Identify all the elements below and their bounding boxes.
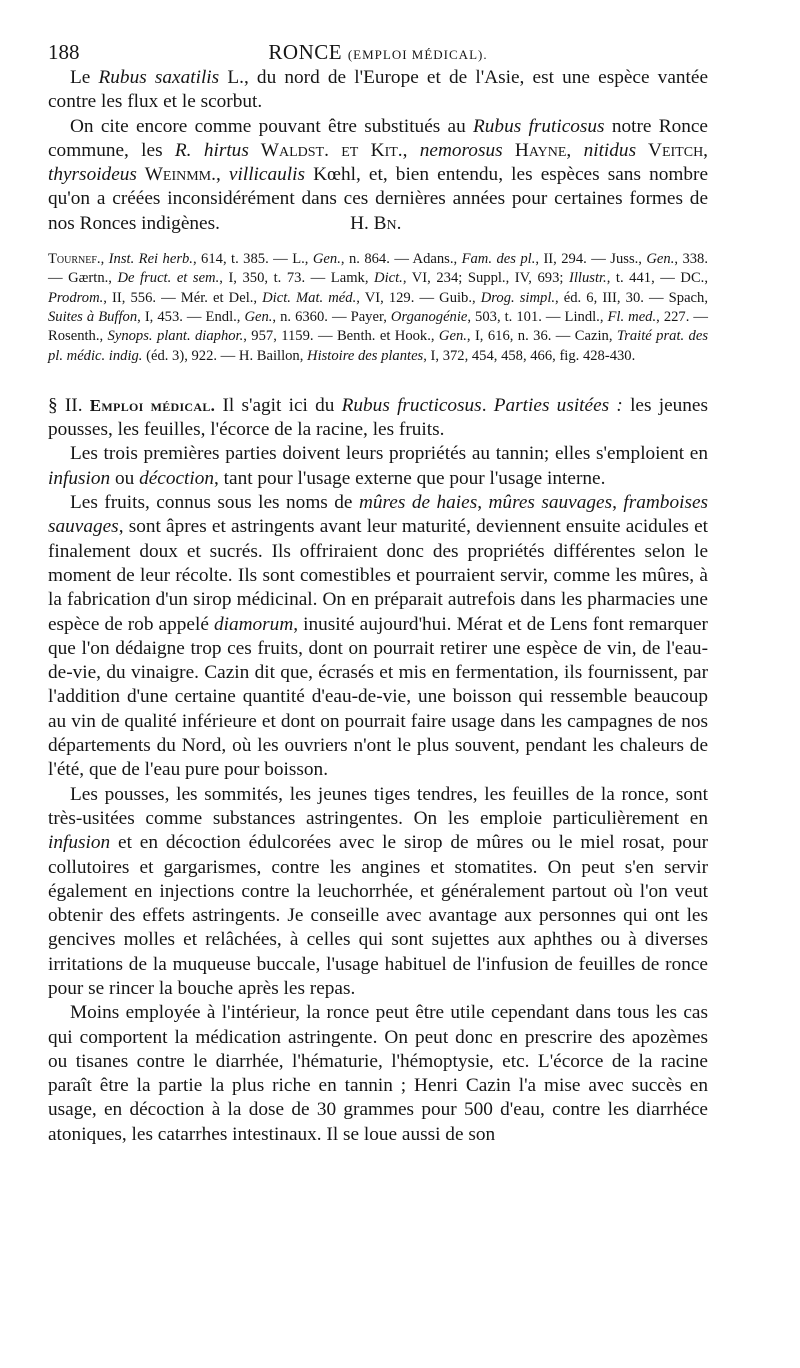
emphasis: mûres de haies bbox=[358, 492, 478, 514]
biblio-title: Dict. Mat. méd. bbox=[262, 289, 357, 306]
biblio-title: Dict. bbox=[374, 270, 403, 287]
biblio-title: De fruct. et sem. bbox=[117, 270, 220, 287]
text-run: Le bbox=[70, 67, 99, 88]
paragraph-fruits bbox=[48, 491, 708, 783]
biblio-title: Drog. simpl. bbox=[480, 289, 556, 306]
text-run: , inusité aujourd'hui. Mérat et de Lens font remarquer que l'on dédaigne trop ces fruits, dont on pourrait retirer une espèce de vin, de l'eau-de-vie, du vinaigre. Cazin dit que, écrasés et mis en fermentation, ils fournissent, par l'addition d'une certaine quantité d'eau-de-vie, une boisson qui ressemble beaucoup au vin de qualité inférieure et dont on pourrait faire usage dans les campagnes de nos départements du Nord, où les ouvriers n'ont le plus souvent, pendant les chaleurs de l'été, que de l'eau pure pour boisson. bbox=[48, 613, 708, 781]
running-title-main: RONCE bbox=[268, 40, 343, 64]
biblio-ref: , t. 441, — DC., bbox=[606, 270, 708, 287]
biblio-ref: , VI, 129. — Guib., bbox=[356, 289, 481, 306]
text-run: Kœhl, et, bien entendu, les espèces sans nombre qu'on a créées inconsidérément dans ces dernières années pour certaines formes de nos Ronces indigènes. bbox=[48, 164, 708, 234]
biblio-title: Organogénie bbox=[390, 308, 468, 325]
text-run: Les pousses, les sommités, les jeunes tiges tendres, les feuilles de la ronce, sont très-usitées comme substances astringentes. On les emploie particulièrement en bbox=[48, 783, 708, 829]
biblio-ref: , 503, t. 101. — Lindl., bbox=[467, 308, 608, 325]
page-number: 188 bbox=[48, 40, 80, 64]
author-name: Weinmm., bbox=[136, 164, 229, 186]
biblio-ref: , 227. — Rosenth., bbox=[48, 308, 708, 345]
paragraph-rubus-saxatilis bbox=[48, 66, 708, 115]
biblio-title: Synops. plant. diaphor. bbox=[107, 328, 244, 345]
biblio-ref: , n. 6360. — Payer, bbox=[272, 308, 391, 325]
taxon-name: Rubus fruticosus bbox=[473, 115, 605, 137]
signature-spacer bbox=[220, 213, 350, 234]
emphasis: diamorum bbox=[213, 613, 294, 635]
text-run: L., du nord de l'Europe et de l'Asie, est une espèce vantée contre les flux et le scorbut. bbox=[48, 67, 708, 113]
bibliography bbox=[48, 250, 708, 366]
emphasis: Parties usitées : bbox=[493, 394, 623, 416]
section-mark: § II. bbox=[48, 394, 83, 416]
text-run: Moins employée à l'intérieur, la ronce peut être utile cependant dans tous les cas qui comportent la médication astringente. On peut donc en prescrire des apozèmes ou tisanes contre le diarrhée, l'hématurie, l'hémoptysie, etc. L'écorce de la racine paraît être la partie la plus riche en tannin ; Henri Cazin l'a mise avec succès en usage, en décoction à la dose de 30 grammes pour 500 d'eau, contre les diarrhéce atoniques, les catarrhes intestinaux. Il se loue aussi de son bbox=[48, 1002, 708, 1145]
biblio-ref: , VI, 234; Suppl., IV, 693; bbox=[402, 270, 569, 287]
taxon-name: nemorosus bbox=[419, 139, 503, 161]
text-run: Les trois premières parties doivent leurs propriétés au tannin; elles s'emploient en bbox=[70, 443, 708, 465]
biblio-ref: , 614, t. 385. — L., bbox=[192, 251, 313, 268]
text-run: , sont âpres et astringents avant leur maturité, deviennent ensuite acidules et finalement doux et sucrés. Ils offriraient donc des propriétés différentes selon le moment de leur récolte. Ils sont comestibles et pourraient servir, comme les mûres, à la fabrication d'un sirop médicinal. On en préparait autrefois dans les pharmacies une espèce de rob appelé bbox=[48, 516, 708, 635]
paragraph-interieur bbox=[48, 1001, 708, 1147]
text-run: ou bbox=[110, 467, 140, 489]
emphasis: infusion bbox=[48, 832, 111, 854]
biblio-title: Inst. Rei herb. bbox=[108, 251, 193, 268]
biblio-ref: , 338. — Gærtn., bbox=[48, 251, 708, 287]
biblio-title: Fam. des pl. bbox=[461, 251, 536, 268]
emphasis: infusion bbox=[48, 467, 111, 489]
text-run: , bbox=[477, 492, 489, 514]
biblio-title: Gen. bbox=[244, 308, 273, 325]
biblio-title: Prodrom. bbox=[48, 289, 104, 306]
text-run: Il s'agit ici du bbox=[215, 394, 342, 416]
biblio-ref: , I, 350, t. 73. — Lamk, bbox=[219, 270, 375, 287]
text-run: . bbox=[481, 394, 494, 416]
biblio-ref: , I, 372, 454, 458, 466, fig. 428-430. bbox=[423, 347, 636, 364]
taxon-name: Rubus fructicosus bbox=[341, 394, 482, 416]
taxon-name: thyrsoideus bbox=[48, 164, 137, 186]
biblio-ref: , II, 556. — Mér. et Del., bbox=[103, 289, 263, 306]
biblio-author: Tournef., bbox=[48, 251, 109, 268]
author-name: Veitch, bbox=[636, 139, 709, 161]
emphasis: mûres sauvages bbox=[488, 492, 613, 514]
author-name: Waldst. et Kit., bbox=[248, 139, 420, 161]
running-title-sub: (EMPLOI MÉDICAL). bbox=[347, 47, 488, 62]
biblio-title: Traité prat. des pl. médic. indig. bbox=[48, 328, 709, 364]
section-emploi-medical bbox=[48, 394, 708, 443]
biblio-title: Illustr. bbox=[569, 270, 607, 287]
biblio-ref: (éd. 3), 922. — H. Baillon, bbox=[142, 347, 308, 364]
book-page bbox=[48, 38, 708, 1147]
biblio-title: Suites à Buffon bbox=[48, 308, 138, 325]
paragraph-pousses bbox=[48, 783, 708, 1002]
taxon-name: R. hirtus bbox=[174, 139, 249, 161]
emphasis: décoction bbox=[139, 467, 215, 489]
biblio-ref: , I, 453. — Endl., bbox=[137, 308, 245, 325]
text-run: , bbox=[612, 492, 624, 514]
text-run: les jeunes pousses, les feuilles, l'écorce de la racine, les fruits. bbox=[48, 394, 708, 441]
biblio-ref: , II, 294. — Juss., bbox=[535, 251, 647, 268]
biblio-ref: , 957, 1159. — Benth. et Hook., bbox=[243, 328, 439, 345]
paragraph-tannin bbox=[48, 442, 708, 491]
paragraph-substitutes bbox=[48, 115, 708, 236]
biblio-title: Gen. bbox=[438, 328, 467, 345]
taxon-name: Rubus saxatilis bbox=[98, 67, 220, 88]
author-name: Hayne, bbox=[502, 139, 584, 161]
biblio-ref: , I, 616, n. 36. — Cazin, bbox=[466, 328, 617, 345]
biblio-title: Gen. bbox=[646, 251, 675, 268]
biblio-title: Gen. bbox=[312, 251, 341, 268]
text-run: et en décoction édulcorées avec le sirop de mûres ou le miel rosat, pour collutoires et gargarismes, contre les angines et stomatites. On peut s'en servir également en injections contre la leuchorrhée, et généralement partout où l'on veut obtenir des effets astringents. Je conseille avec avantage aux personnes qui ont les gencives molles et relâchées, à celles qui sont sujettes aux aphthes ou à diverses irritations de la muqueuse buccale, l'usage habituel de l'infusion de feuilles de ronce pour se rincer la bouche après les repas. bbox=[48, 832, 708, 999]
biblio-title: Histoire des plantes bbox=[307, 347, 424, 364]
text-run: notre Ronce commune, les bbox=[48, 115, 708, 161]
biblio-ref: , n. 864. — Adans., bbox=[340, 251, 462, 268]
biblio-title: Fl. med. bbox=[607, 308, 657, 325]
section-title: Emploi médical. bbox=[89, 395, 216, 415]
text-run: On cite encore comme pouvant être substitués au bbox=[70, 115, 474, 137]
text-run: Les fruits, connus sous les noms de bbox=[70, 492, 359, 514]
taxon-name: nitidus bbox=[583, 139, 637, 161]
biblio-ref: , éd. 6, III, 30. — Spach, bbox=[555, 289, 708, 306]
author-signature: H. Bn. bbox=[350, 212, 402, 234]
running-header bbox=[48, 38, 708, 66]
text-run: , tant pour l'usage externe que pour l'usage interne. bbox=[214, 467, 606, 489]
running-title bbox=[48, 40, 708, 65]
taxon-name: villicaulis bbox=[228, 164, 305, 186]
emphasis: framboises sauvages bbox=[48, 492, 709, 538]
